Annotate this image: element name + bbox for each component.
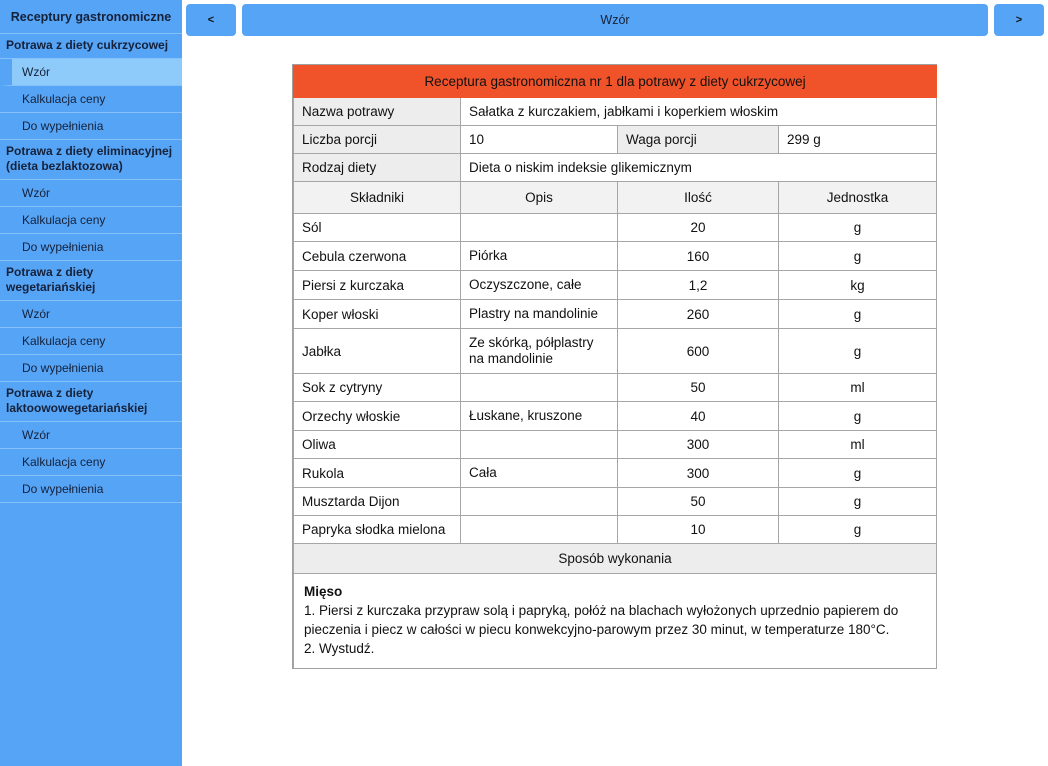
sidebar-item-diabetic-wzor[interactable]: Wzór (0, 59, 182, 86)
ingredient-name: Rukola (294, 459, 461, 488)
sidebar-item-vegetarian-kalkulacja[interactable]: Kalkulacja ceny (0, 328, 182, 355)
dish-name-label: Nazwa potrawy (294, 98, 461, 126)
table-row (294, 329, 937, 374)
table-row (294, 431, 937, 459)
ingredient-name: Papryka słodka mielona (294, 516, 461, 544)
ingredient-unit: g (779, 516, 937, 544)
ingredient-quantity: 20 (618, 214, 779, 242)
sidebar-item-lactoovo-do-wypelnienia[interactable]: Do wypełnienia (0, 476, 182, 503)
sidebar-item-lactoovo-kalkulacja[interactable]: Kalkulacja ceny (0, 449, 182, 476)
table-row (294, 459, 937, 488)
ingredient-name: Cebula czerwona (294, 242, 461, 271)
ingredient-unit: g (779, 242, 937, 271)
sidebar-item-diabetic-do-wypelnienia[interactable]: Do wypełnienia (0, 113, 182, 140)
ingredient-description (461, 516, 618, 544)
sidebar-item-elimination-wzor[interactable]: Wzór (0, 180, 182, 207)
table-row (294, 214, 937, 242)
table-row (294, 242, 937, 271)
ingredient-description: Ze skórką, półplastry na mandolinie (461, 329, 618, 374)
table-row (294, 488, 937, 516)
next-page-button[interactable]: > (994, 4, 1044, 36)
table-row (294, 271, 937, 300)
ingredient-name: Oliwa (294, 431, 461, 459)
method-body (294, 574, 937, 669)
method-subtitle: Mięso (304, 584, 343, 599)
method-step: 1. Piersi z kurczaka przypraw solą i papryką, połóż na blachach wyłożonych uprzednio papierem do pieczenia i piecz w całości w piecu konwekcyjno-parowym przez 30 minut, w temperaturze 180°C. (304, 603, 899, 637)
recipe-title-row (294, 66, 937, 98)
ingredient-quantity: 1,2 (618, 271, 779, 300)
ingredient-description: Plastry na mandolinie (461, 300, 618, 329)
ingredient-unit: g (779, 459, 937, 488)
method-step: 2. Wystudź. (304, 641, 375, 656)
ingredient-quantity: 40 (618, 402, 779, 431)
table-row (294, 374, 937, 402)
sidebar-item-lactoovo-wzor[interactable]: Wzór (0, 422, 182, 449)
sidebar (0, 0, 182, 766)
column-header-description: Opis (461, 182, 618, 214)
column-header-ingredients: Składniki (294, 182, 461, 214)
sidebar-item-diabetic-kalkulacja[interactable]: Kalkulacja ceny (0, 86, 182, 113)
sidebar-item-vegetarian-do-wypelnienia[interactable]: Do wypełnienia (0, 355, 182, 382)
method-header-row (294, 544, 937, 574)
ingredient-unit: ml (779, 374, 937, 402)
ingredient-name: Orzechy włoskie (294, 402, 461, 431)
diet-type-label: Rodzaj diety (294, 154, 461, 182)
recipe-title: Receptura gastronomiczna nr 1 dla potrawy z diety cukrzycowej (294, 66, 937, 98)
ingredient-name: Sól (294, 214, 461, 242)
page-title-button[interactable]: Wzór (242, 4, 988, 36)
sidebar-group-lactoovovegetarian[interactable]: Potrawa z diety laktoowowegetariańskiej (0, 382, 182, 422)
portions-row (294, 126, 937, 154)
recipe-card (292, 64, 937, 669)
ingredient-unit: g (779, 402, 937, 431)
portions-label: Liczba porcji (294, 126, 461, 154)
ingredient-description: Łuskane, kruszone (461, 402, 618, 431)
ingredient-unit: kg (779, 271, 937, 300)
ingredient-quantity: 160 (618, 242, 779, 271)
method-body-row (294, 574, 937, 669)
ingredient-unit: g (779, 300, 937, 329)
ingredient-unit: g (779, 488, 937, 516)
table-row (294, 300, 937, 329)
ingredient-quantity: 600 (618, 329, 779, 374)
ingredient-quantity: 10 (618, 516, 779, 544)
sidebar-group-elimination[interactable]: Potrawa z diety eliminacyjnej (dieta bezlaktozowa) (0, 140, 182, 180)
ingredient-quantity: 50 (618, 488, 779, 516)
dish-name-value: Sałatka z kurczakiem, jabłkami i koperkiem włoskim (461, 98, 937, 126)
ingredient-name: Jabłka (294, 329, 461, 374)
sidebar-group-diabetic[interactable]: Potrawa z diety cukrzycowej (0, 34, 182, 59)
ingredient-name: Koper włoski (294, 300, 461, 329)
ingredient-unit: g (779, 329, 937, 374)
column-header-quantity: Ilość (618, 182, 779, 214)
sidebar-item-elimination-kalkulacja[interactable]: Kalkulacja ceny (0, 207, 182, 234)
ingredient-description (461, 431, 618, 459)
sidebar-item-elimination-do-wypelnienia[interactable]: Do wypełnienia (0, 234, 182, 261)
ingredient-description (461, 214, 618, 242)
diet-type-row (294, 154, 937, 182)
ingredient-description: Cała (461, 459, 618, 488)
column-header-unit: Jednostka (779, 182, 937, 214)
portions-value: 10 (461, 126, 618, 154)
sidebar-group-vegetarian[interactable]: Potrawa z diety wegetariańskiej (0, 261, 182, 301)
ingredient-quantity: 300 (618, 459, 779, 488)
ingredient-description (461, 488, 618, 516)
portion-weight-label: Waga porcji (618, 126, 779, 154)
ingredient-name: Sok z cytryny (294, 374, 461, 402)
ingredient-quantity: 300 (618, 431, 779, 459)
table-row (294, 402, 937, 431)
ingredient-description: Oczyszczone, całe (461, 271, 618, 300)
ingredient-quantity: 50 (618, 374, 779, 402)
ingredient-description: Piórka (461, 242, 618, 271)
ingredient-name: Piersi z kurczaka (294, 271, 461, 300)
ingredient-unit: g (779, 214, 937, 242)
diet-type-value: Dieta o niskim indeksie glikemicznym (461, 154, 937, 182)
dish-name-row (294, 98, 937, 126)
sidebar-header: Receptury gastronomiczne (0, 0, 182, 34)
ingredient-quantity: 260 (618, 300, 779, 329)
ingredient-description (461, 374, 618, 402)
ingredient-unit: ml (779, 431, 937, 459)
portion-weight-value: 299 g (779, 126, 937, 154)
recipe-table (293, 65, 937, 668)
previous-page-button[interactable]: < (186, 4, 236, 36)
top-navigation-bar (186, 4, 1044, 36)
table-row (294, 516, 937, 544)
ingredient-name: Musztarda Dijon (294, 488, 461, 516)
method-header: Sposób wykonania (294, 544, 937, 574)
sidebar-item-vegetarian-wzor[interactable]: Wzór (0, 301, 182, 328)
ingredients-header-row (294, 182, 937, 214)
